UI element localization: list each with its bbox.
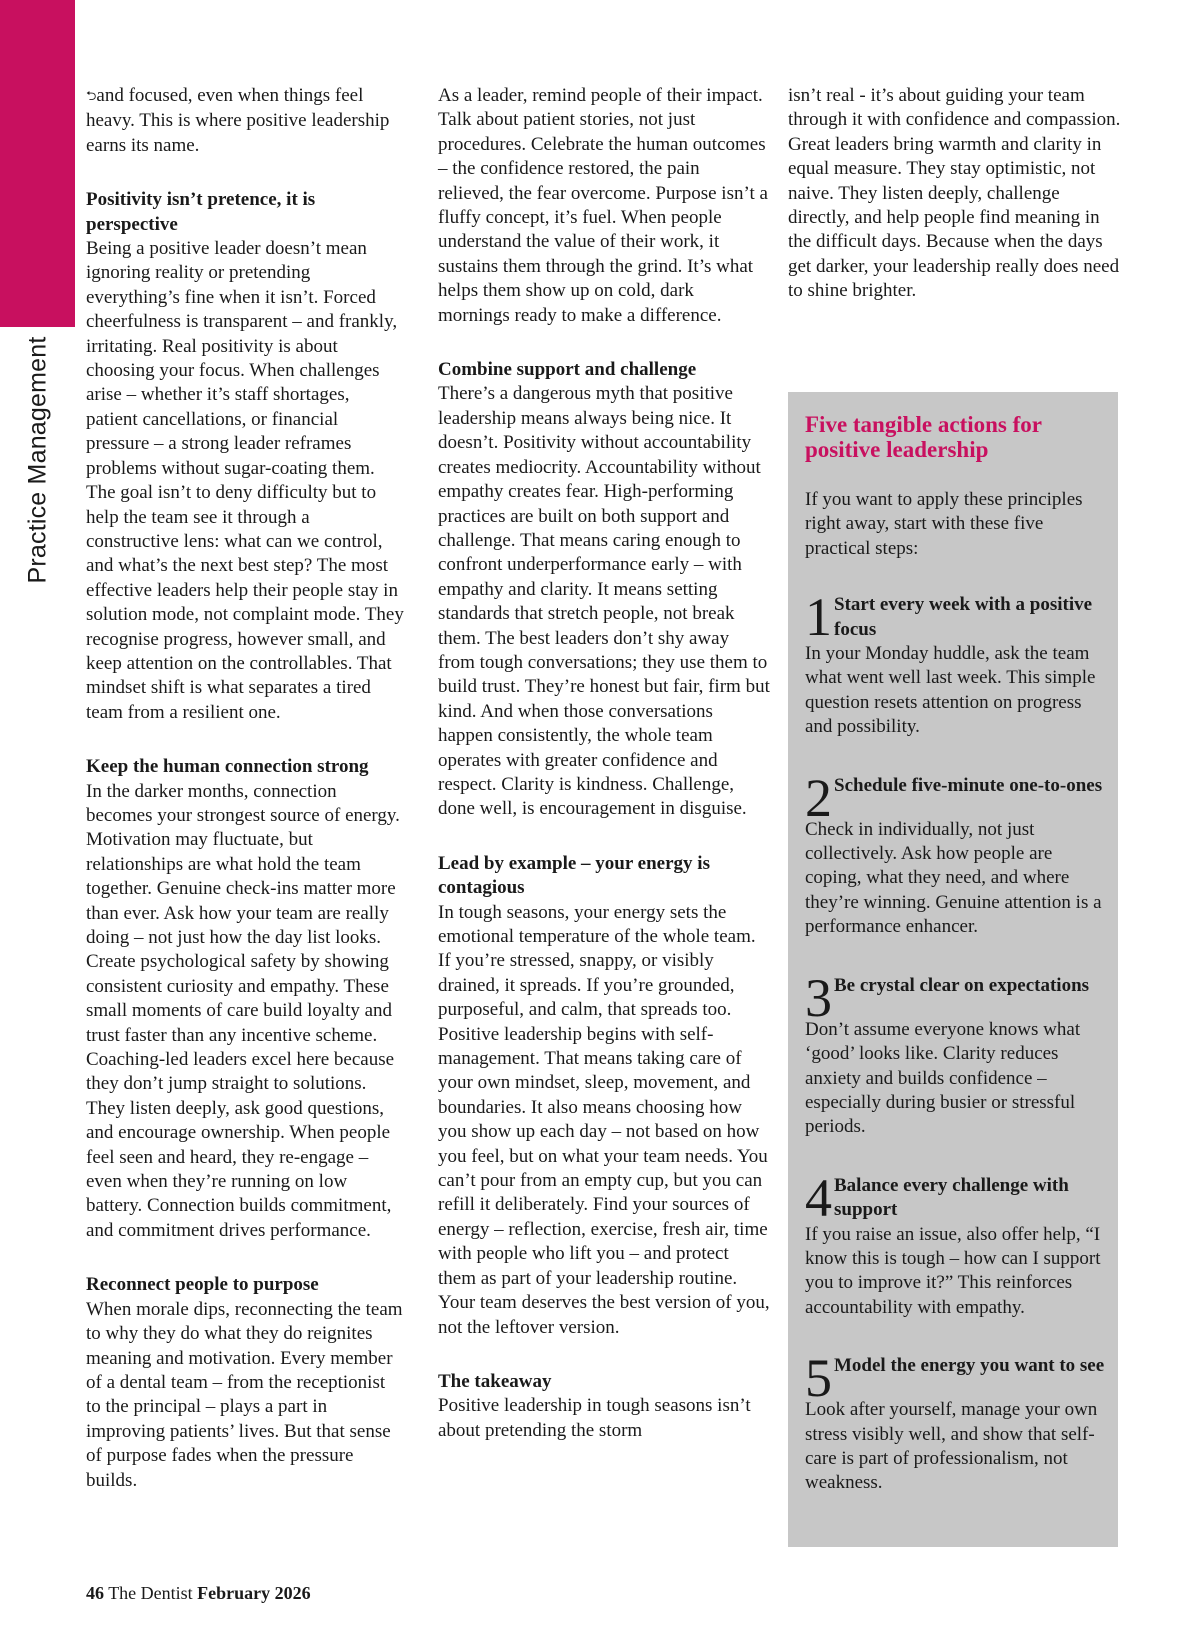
step-number: 4 [805,1167,832,1228]
publication-name: The Dentist [108,1583,193,1603]
column-2-intro: As a leader, remind people of their impact. Talk about patient stories, not just procedures. Celebrate the human outcomes – the confidence restored, the pain relieved, the fear overcome. Purpose isn’t a fluffy concept, it’s fuel. When people understand the value of their work, it sustains them through the grind. It’s what helps them show up on cold, dark mornings ready to make a difference. [438,85,768,326]
column-1-intro-text: and focused, even when things feel heavy. This is where positive leadership earns its name. [86,85,390,156]
step-item [805,587,1105,739]
step-item [805,1348,1105,1496]
article-column-2 [438,84,770,1473]
continued-arrow-icon: ⮌ [86,89,97,104]
step-body: Look after yourself, manage your own stress visibly well, and show that self-care is part of professionalism, not weakness. [805,1399,1098,1494]
article-column-1 [86,84,404,1523]
section-body: In tough seasons, your energy sets the emotional temperature of the whole team. If you’re stressed, snappy, or visibly drained, it spreads. If you’re grounded, purposeful, and calm, that spreads too. Positive leadership begins with self-management. That means taking care of your own mindset, sleep, movement, and boundaries. It also means choosing how you show up each day – not based on how you feel, but on what your team needs. You can’t pour from an empty cup, but you can refill it deliberately. Find your sources of energy – reflection, exercise, fresh air, time with people who lift you – and protect them as part of your leadership routine. Your team deserves the best version of you, not the leftover version. [438,901,770,1338]
page-footer [86,1583,311,1604]
step-number: 3 [805,967,832,1028]
step-body: Don’t assume everyone knows what ‘good’ looks like. Clarity reduces anxiety and builds confidence – especially during busier or stressful periods. [805,1018,1081,1138]
section-body: When morale dips, reconnecting the team to why they do what they do reignites meaning and motivation. Every member of a dental team – from the receptionist to the principal – plays a part in improving patients’ lives. But that sense of purpose fades when the pressure builds. [86,1298,403,1491]
step-title: Start every week with a positive focus [834,594,1093,640]
step-item [805,767,1105,940]
tips-sidebar-box [788,392,1118,1547]
step-title: Balance every challenge with support [834,1174,1069,1221]
issue-date: February 2026 [197,1583,311,1603]
step-number: 2 [805,767,832,828]
column-3-intro: isn’t real - it’s about guiding your team through it with confidence and compassion. Great leaders bring warmth and clarity in equal measure. They stay optimistic, not naive. They listen deeply, challenge directly, and help people find meaning in the difficult days. Because when the days get darker, your leadership really does need to shine brighter. [788,85,1121,302]
step-body: In your Monday huddle, ask the team what went well last week. This simple question resets attention on progress and possibility. [805,643,1096,738]
section-body: Being a positive leader doesn’t mean ignoring reality or pretending everything’s fine when it isn’t. Forced cheerfulness is transparent – and frankly, irritating. Real positivity is about choosing your focus. When challenges arise – whether it’s staff shortages, patient cancellations, or financial pressure – a strong leader reframes problems without sugar-coating them. The goal isn’t to deny difficulty but to help the team see it through a constructive lens: what can we control, and what’s the next best step? The most effective leaders help their people stay in solution mode, not complaint mode. They recognise progress, however small, and keep attention on the controllables. That mindset shift is what separates a tired team from a resilient one. [86,238,404,723]
step-title: Schedule five-minute one-to-ones [834,774,1103,796]
step-body: Check in individually, not just collectively. Ask how people are coping, what they need, and where they’re winning. Genuine attention is a performance enhancer. [805,818,1102,938]
section-heading: Keep the human connection strong [86,756,369,778]
step-number: 5 [805,1348,832,1409]
section-body: In the darker months, connection becomes your strongest source of energy. Motivation may fluctuate, but relationships are what hold the team together. Genuine check-ins matter more than ever. Ask how your team are really doing – not just how the day list looks. Create psychological safety by showing consistent curiosity and empathy. These small moments of care build loyalty and trust faster than any incentive scheme. Coaching-led leaders excel here because they don’t jump straight to solutions. They listen deeply, ask good questions, and encourage ownership. When people feel seen and heard, they re-engage – even when they’re running on low battery. Connection builds commitment, and commitment drives performance. [86,780,400,1241]
step-number: 1 [805,587,832,648]
step-body: If you raise an issue, also offer help, “I know this is tough – how can I support you to improve it?” This reinforces accountability with empathy. [805,1223,1101,1318]
section-label: Practice Management [23,336,52,584]
section-heading: The takeaway [438,1370,552,1392]
section-heading: Lead by example – your energy is contagious [438,852,710,899]
step-title: Be crystal clear on expectations [834,974,1090,996]
section-body: Positive leadership in tough seasons isn’t about pretending the storm [438,1395,751,1441]
step-title: Model the energy you want to see [834,1355,1105,1377]
article-column-3 [788,84,1124,334]
section-color-tab [0,0,75,327]
column-1-intro [86,84,404,158]
sidebar-title: Five tangible actions for positive leadership [805,412,1042,462]
section-body: There’s a dangerous myth that positive leadership means always being nice. It doesn’t. Positivity without accountability creates mediocrity. Accountability without empathy creates fear. High-performing practices are built on both support and challenge. That means caring enough to confront underperformance early – with empathy and clarity. It means setting standards that stretch people, not break them. The best leaders don’t shy away from tough conversations; they use them to build trust. They’re honest but fair, firm but kind. And when those conversations happen consistently, the whole team operates with greater confidence and respect. Clarity is kindness. Challenge, done well, is encouragement in disguise. [438,383,770,820]
sidebar-intro: If you want to apply these principles right away, start with these five practical steps: [805,489,1083,559]
page-number: 46 [86,1583,104,1603]
section-heading: Positivity isn’t pretence, it is perspective [86,189,316,235]
step-item [805,967,1105,1140]
section-heading: Reconnect people to purpose [86,1274,319,1296]
section-heading: Combine support and challenge [438,359,697,381]
step-item [805,1167,1105,1320]
